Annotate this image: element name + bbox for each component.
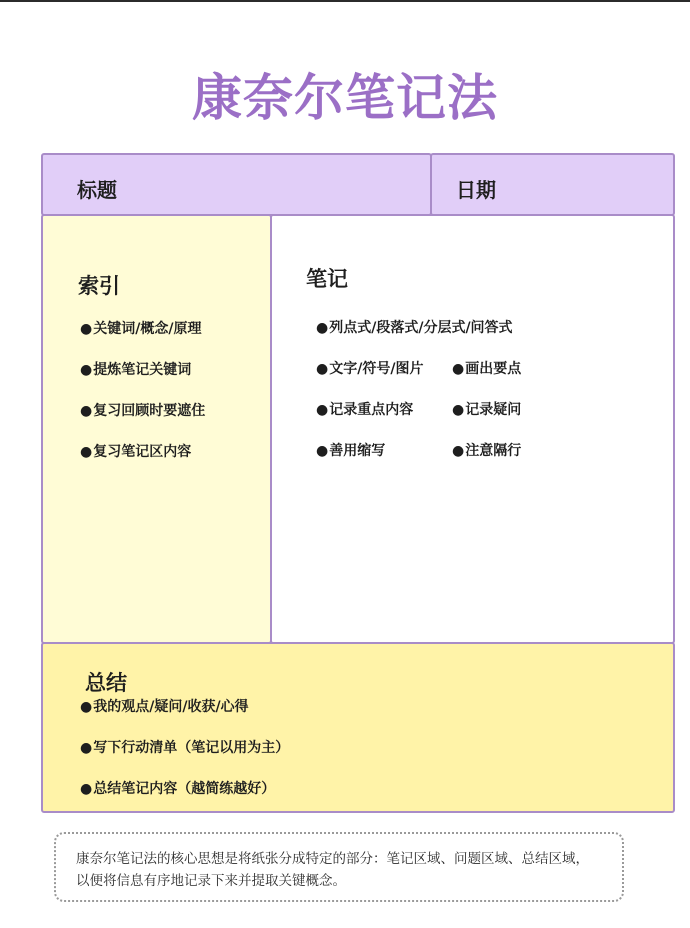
title-cell [41, 153, 432, 216]
bullet-icon: ● [316, 320, 329, 336]
index-panel [41, 214, 272, 644]
notes-item: ●善用缩写 [316, 443, 386, 459]
notes-heading: 笔记 [306, 267, 348, 291]
notes-panel [270, 214, 675, 644]
summary-item: ●总结笔记内容（越简练越好） [80, 781, 276, 797]
bullet-icon: ● [452, 443, 465, 459]
date-cell [430, 153, 675, 216]
notes-item: ●注意隔行 [452, 443, 522, 459]
bullet-icon: ● [80, 362, 93, 378]
bullet-icon: ● [80, 740, 93, 756]
bullet-icon: ● [80, 781, 93, 797]
summary-item: ●我的观点/疑问/收获/心得 [80, 699, 249, 715]
bullet-icon: ● [80, 699, 93, 715]
date-label: 日期 [456, 178, 496, 202]
summary-heading: 总结 [85, 671, 127, 695]
bullet-icon: ● [316, 443, 329, 459]
top-divider [0, 0, 690, 2]
bullet-icon: ● [80, 403, 93, 419]
page-title: 康奈尔笔记法 [192, 69, 498, 127]
bullet-icon: ● [452, 402, 465, 418]
notes-item: ●记录重点内容 [316, 402, 414, 418]
notes-item: ●画出要点 [452, 361, 522, 377]
summary-panel [41, 642, 675, 813]
bullet-icon: ● [316, 361, 329, 377]
bullet-icon: ● [316, 402, 329, 418]
title-label: 标题 [77, 178, 117, 202]
index-item: ●提炼笔记关键词 [80, 362, 192, 378]
notes-item: ●列点式/段落式/分层式/问答式 [316, 320, 513, 336]
bullet-icon: ● [452, 361, 465, 377]
notes-item: ●文字/符号/图片 [316, 361, 424, 377]
index-item: ●关键词/概念/原理 [80, 321, 202, 337]
index-heading: 索引 [78, 274, 120, 298]
footnote-box: 康奈尔笔记法的核心思想是将纸张分成特定的部分：笔记区域、问题区域、总结区域，以便将信息有序地记录下来并提取关键概念。 [54, 832, 624, 902]
notes-item: ●记录疑问 [452, 402, 522, 418]
summary-item: ●写下行动清单（笔记以用为主） [80, 740, 290, 756]
bullet-icon: ● [80, 444, 93, 460]
index-item: ●复习回顾时要遮住 [80, 403, 206, 419]
index-item: ●复习笔记区内容 [80, 444, 192, 460]
bullet-icon: ● [80, 321, 93, 337]
